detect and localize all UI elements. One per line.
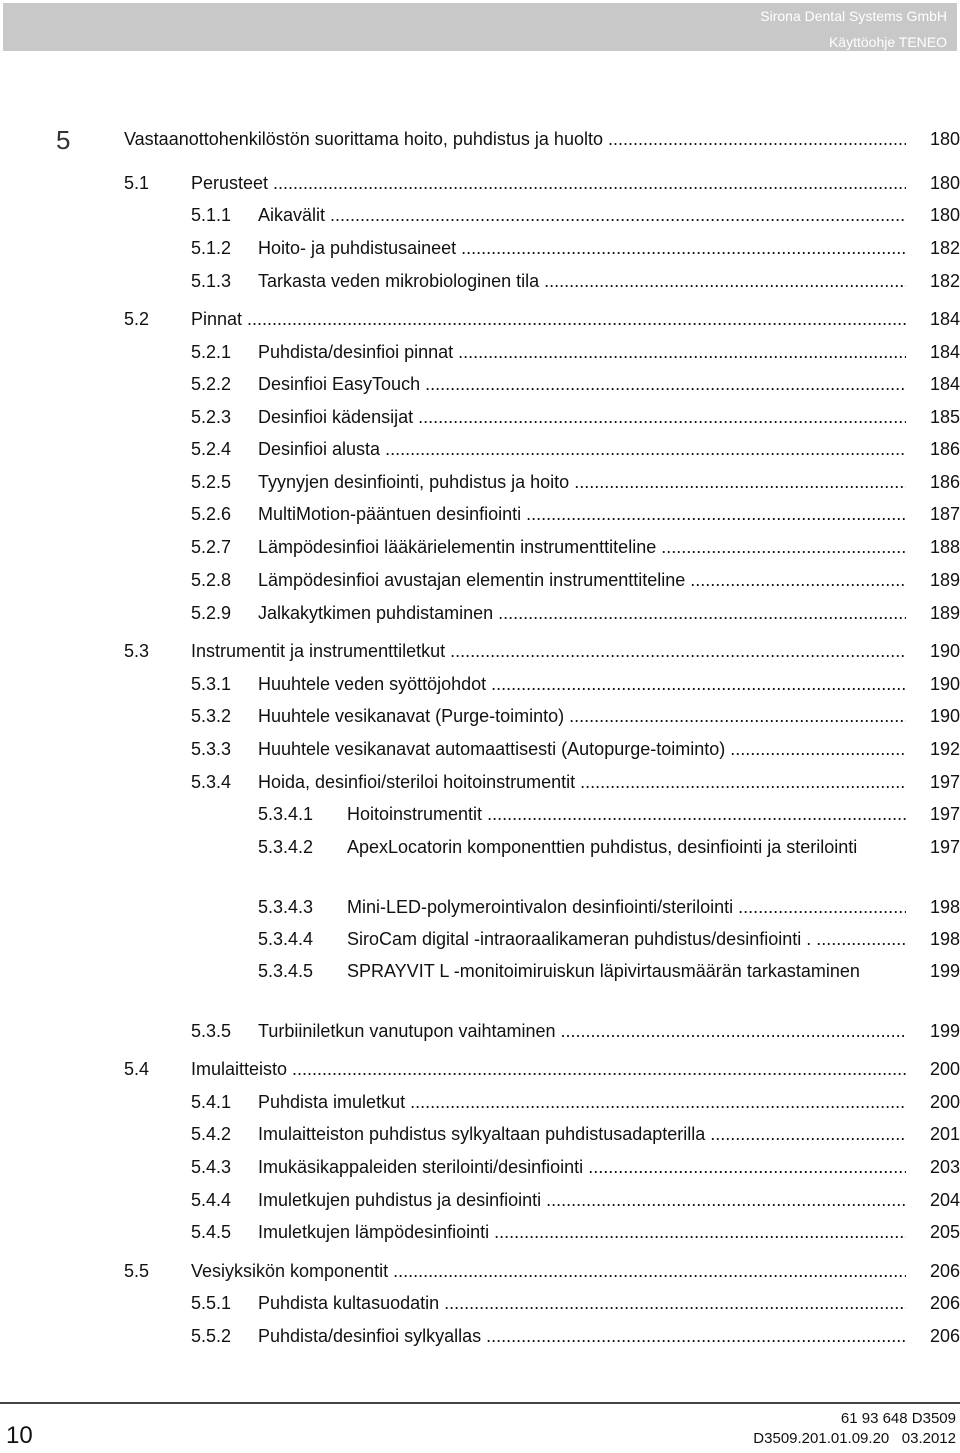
toc-entry-page: 205 [929,1222,960,1242]
toc-entry-page: 185 [929,407,960,427]
chapter-number: 5 [56,125,71,155]
toc-entry-page: 187 [929,504,960,524]
toc-entry[interactable] [0,894,960,920]
toc-entry-number: 5.2.6 [191,504,232,524]
toc-entry-page: 190 [929,706,960,726]
toc-entry[interactable] [0,534,960,560]
toc-entry-page: 197 [929,804,960,824]
toc-entry[interactable] [0,736,960,762]
toc-entry-title: Turbiiniletkun vanutupon vaihtaminen ..... [258,1018,906,1044]
toc-entry-page: 184 [929,342,960,362]
toc-entry[interactable] [0,801,960,827]
toc-entry-title: Desinfioi kädensijat ..... [258,404,906,430]
toc-entry[interactable] [0,638,960,664]
toc-entry-title: Aikavälit ..... [258,202,906,228]
toc-entry-page: 198 [929,929,960,949]
toc-entry-page: 180 [929,173,960,193]
toc-entry-title: Jalkakytkimen puhdistaminen ..... [258,600,906,626]
toc-entry[interactable] [0,703,960,729]
toc-entry-page: 206 [929,1326,960,1346]
toc-entry-page: 180 [929,205,960,225]
toc-entry-number: 5.3.4.1 [258,804,314,824]
footer-reference [753,1409,956,1449]
toc-entry-title: Imuletkujen lämpödesinfiointi ..... [258,1219,906,1245]
toc-entry[interactable] [0,371,960,397]
toc-entry-title: Imulaitteisto ..... [191,1056,906,1082]
toc-entry-title: Huuhtele vesikanavat automaattisesti (Autopurge-toiminto) ..... [258,736,906,762]
toc-entry-title: Imukäsikappaleiden sterilointi/desinfiointi ..... [258,1154,906,1180]
toc-entry-page: 201 [929,1124,960,1144]
toc-entry-title: Mini-LED-polymerointivalon desinfiointi/sterilointi ..... [347,894,906,920]
toc-entry-number: 5.5.2 [191,1326,232,1346]
toc-entry-number: 5.5 [124,1261,150,1281]
toc-entry-number: 5.3.1 [191,674,232,694]
toc-entry-number: 5.1.1 [191,205,232,225]
toc-entry-title: Tarkasta veden mikrobiologinen tila ..... [258,268,906,294]
toc-entry[interactable] [0,1219,960,1245]
toc-entry-page: 190 [929,674,960,694]
toc-entry[interactable] [0,769,960,795]
toc-entry-page: 184 [929,309,960,329]
toc-entry[interactable] [0,1323,960,1349]
toc-entry-number: 5.3.4.5 [258,961,314,981]
toc-entry-number: 5.3.4 [191,772,232,792]
toc-entry-number: 5.2.8 [191,570,232,590]
toc-entry-title: SiroCam digital -intraoraalikameran puhdistus/desinfiointi . ..... [347,926,906,952]
toc-entry[interactable] [0,1290,960,1316]
toc-entry-title: Puhdista/desinfioi pinnat ..... [258,339,906,365]
footer-rule [0,1402,960,1404]
toc-entry-title: Pinnat ..... [191,306,906,332]
toc-entry-page: 206 [929,1293,960,1313]
toc-entry-number: 5.3.2 [191,706,232,726]
toc-entry-number: 5.3.4.3 [258,897,314,917]
toc-entry-title: SPRAYVIT L -monitoimiruiskun läpivirtausmäärän tarkastaminen [347,961,860,981]
toc-entry[interactable] [0,170,960,196]
toc-entry-number: 5.3 [124,641,150,661]
toc-entry-title: Desinfioi EasyTouch ..... [258,371,906,397]
toc-entry[interactable] [0,501,960,527]
toc-entry-number: 5.2.5 [191,472,232,492]
toc-entry-page: 200 [929,1059,960,1079]
toc-entry-title: Imuletkujen puhdistus ja desinfiointi ..... [258,1187,906,1213]
toc-entry-title: MultiMotion-pääntuen desinfiointi ..... [258,501,906,527]
toc-entry-page: 203 [929,1157,960,1177]
toc-entry-title: Lämpödesinfioi lääkärielementin instrumenttiteline ..... [258,534,906,560]
toc-entry[interactable] [0,1258,960,1284]
toc-entry-title: Hoida, desinfioi/steriloi hoitoinstrumentit ..... [258,769,906,795]
toc-entry-number: 5.5.1 [191,1293,232,1313]
toc-entry-title: Huuhtele veden syöttöjohdot ..... [258,671,906,697]
toc-entry[interactable] [0,469,960,495]
toc-entry[interactable] [0,1154,960,1180]
toc-entry-number: 5.2.3 [191,407,232,427]
toc-entry-title: Puhdista kultasuodatin ..... [258,1290,906,1316]
toc-entry[interactable] [0,1056,960,1082]
toc-entry-number: 5.4.2 [191,1124,232,1144]
toc-entry-title: Imulaitteiston puhdistus sylkyaltaan puhdistusadapterilla ..... [258,1121,906,1147]
toc-entry-title: Vesiyksikön komponentit ..... [191,1258,906,1284]
toc-entry-page: 198 [929,897,960,917]
toc-entry-page: 199 [929,1021,960,1041]
toc-entry-number: 5.4.3 [191,1157,232,1177]
toc-entry-number: 5.2.2 [191,374,232,394]
toc-entry-page: 197 [929,837,960,857]
toc-entry[interactable] [0,1018,960,1044]
toc-entry[interactable] [0,202,960,228]
toc-entry-number: 5.4.1 [191,1092,232,1112]
footer-doc-code-date [753,1429,956,1449]
toc-entry-title: Puhdista/desinfioi sylkyallas ..... [258,1323,906,1349]
toc-entry[interactable] [0,1121,960,1147]
toc-entry[interactable] [0,339,960,365]
toc-entry-number: 5.4.4 [191,1190,232,1210]
toc-entry-title: ApexLocatorin komponenttien puhdistus, desinfiointi ja sterilointi [347,837,858,857]
toc-entry-number: 5.3.3 [191,739,232,759]
footer-doc-code: D3509.201.01.09.20 [753,1430,890,1447]
toc-entry-title: Hoitoinstrumentit ..... [347,801,906,827]
toc-entry-number: 5.1.3 [191,271,232,291]
toc-entry-page: 188 [929,537,960,557]
toc-entry[interactable] [0,958,960,984]
toc-entry-page: 182 [929,238,960,258]
toc-entry[interactable] [0,404,960,430]
toc-entry-page: 189 [929,570,960,590]
toc-entry[interactable] [0,567,960,593]
footer-doc-number: 61 93 648 D3509 [840,1410,956,1427]
header-band [3,3,957,51]
toc-entry-title: Instrumentit ja instrumenttiletkut ..... [191,638,906,664]
toc-entry-title: Puhdista imuletkut ..... [258,1089,906,1115]
toc-entry[interactable] [0,1187,960,1213]
toc-entry-page: 204 [929,1190,960,1210]
toc-entry-number: 5.2.1 [191,342,232,362]
toc-chapter-page: 180 [929,129,960,149]
toc-chapter-title: Vastaanottohenkilöstön suorittama hoito, puhdistus ja huolto ..... [124,126,906,152]
toc-entry-number: 5.2.9 [191,603,232,623]
toc-entry-number: 5.2.4 [191,439,232,459]
toc-entry-page: 186 [929,472,960,492]
toc-entry-title: Perusteet ..... [191,170,906,196]
toc-entry-page: 200 [929,1092,960,1112]
toc-entry[interactable] [0,235,960,261]
toc-entry-title: Desinfioi alusta ..... [258,436,906,462]
toc-entry-page: 190 [929,641,960,661]
toc-entry-number: 5.3.4.2 [258,837,314,857]
toc-entry-number: 5.3.4.4 [258,929,314,949]
toc-entry[interactable] [0,600,960,626]
toc-entry-page: 206 [929,1261,960,1281]
toc-entry-number: 5.2.7 [191,537,232,557]
toc-chapter-entry[interactable] [0,126,960,152]
toc-entry[interactable] [0,436,960,462]
toc-entry-title: Huuhtele vesikanavat (Purge-toiminto) ..... [258,703,906,729]
toc-entry-title: Lämpödesinfioi avustajan elementin instrumenttiteline ..... [258,567,906,593]
toc-entry-page: 189 [929,603,960,623]
toc-entry-page: 192 [929,739,960,759]
toc-entry-number: 5.1 [124,173,150,193]
header-doc-title: Käyttöohje TENEO [828,34,947,50]
toc-entry[interactable] [0,926,960,952]
toc-entry[interactable] [0,834,960,860]
toc-entry-page: 197 [929,772,960,792]
toc-entry-number: 5.2 [124,309,150,329]
toc-entry-number: 5.4 [124,1059,150,1079]
toc-entry-page: 184 [929,374,960,394]
toc-entry-page: 182 [929,271,960,291]
toc-entry-number: 5.4.5 [191,1222,232,1242]
toc-entry[interactable] [0,268,960,294]
toc-entry-number: 5.1.2 [191,238,232,258]
toc-entry-number: 5.3.5 [191,1021,232,1041]
toc-entry-title: Hoito- ja puhdistusaineet ..... [258,235,906,261]
toc-entry[interactable] [0,671,960,697]
toc-entry[interactable] [0,1089,960,1115]
header-company: Sirona Dental Systems GmbH [760,8,947,24]
toc-entry[interactable] [0,306,960,332]
toc-entry-page: 199 [929,961,960,981]
toc-entry-title: Tyynyjen desinfiointi, puhdistus ja hoito ..... [258,469,906,495]
footer-date: 03.2012 [901,1430,956,1447]
toc-entry-page: 186 [929,439,960,459]
footer-page-number: 10 [6,1422,33,1449]
